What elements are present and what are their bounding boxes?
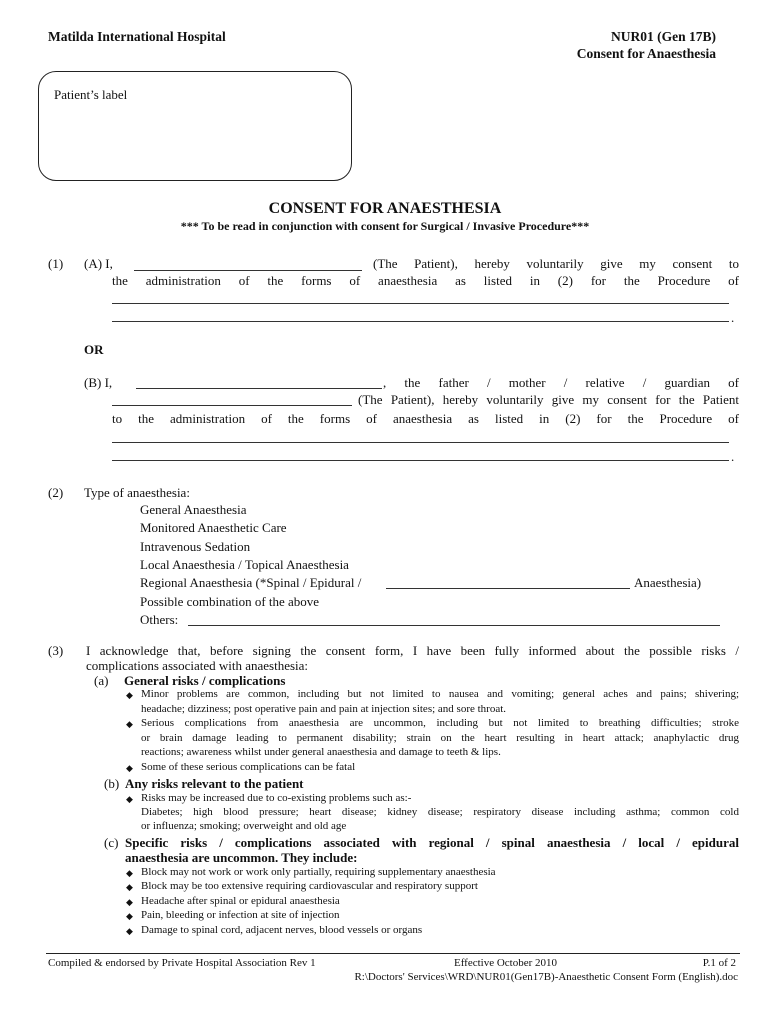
footer-rule bbox=[46, 953, 740, 954]
form-code: NUR01 (Gen 17B) bbox=[611, 29, 716, 44]
s3-b-label: (b) bbox=[104, 776, 120, 791]
s1-b-line3: to the administration of the forms of anaesthesia as listed in (2) for the Procedure of bbox=[112, 411, 739, 426]
option-general: General Anaesthesia bbox=[140, 502, 247, 517]
procedure-field-a1[interactable] bbox=[112, 303, 729, 304]
a-bullet1-line2: headache; dizziness; post operative pain and pain at injection sites; and sore throat. bbox=[141, 703, 507, 715]
regional-type-field[interactable] bbox=[386, 588, 630, 589]
bullet-icon: ◆ bbox=[126, 882, 133, 892]
footer-compiled: Compiled & endorsed by Private Hospital Association Rev 1 bbox=[48, 957, 316, 969]
footer-effective: Effective October 2010 bbox=[454, 957, 558, 969]
bullet-icon: ◆ bbox=[126, 763, 133, 773]
hospital-name: Matilda International Hospital bbox=[48, 29, 226, 44]
a-bullet2-line2: or brain damage leading to permanent disability; strain on the heart resulting in heart attack; anaphylactic drug bbox=[141, 732, 739, 744]
s1-a-line1: (The Patient), hereby voluntarily give my consent to bbox=[373, 256, 739, 271]
s1-b-line1: , the father / mother / relative / guardian of bbox=[383, 375, 739, 390]
bullet-icon: ◆ bbox=[126, 868, 133, 878]
patient-label-caption: Patient’s label bbox=[54, 87, 128, 102]
bullet-icon: ◆ bbox=[126, 926, 133, 936]
footer-page: P.1 of 2 bbox=[702, 957, 736, 969]
option-local: Local Anaesthesia / Topical Anaesthesia bbox=[140, 557, 349, 572]
footer-path: R:\Doctors' Services\WRD\NUR01(Gen17B)-Anaesthetic Consent Form (English).doc bbox=[354, 971, 738, 983]
s1-b-period: . bbox=[731, 449, 735, 464]
bullet-icon: ◆ bbox=[126, 911, 133, 921]
section-3-number: (3) bbox=[48, 643, 64, 658]
bullet-icon: ◆ bbox=[126, 897, 133, 907]
a-bullet3: Some of these serious complications can be fatal bbox=[141, 761, 356, 773]
others-field[interactable] bbox=[188, 625, 720, 626]
b-bullet1-line2: Diabetes; high blood pressure; heart disease; kidney disease; respiratory disease including asthma; common cold bbox=[141, 806, 739, 818]
b-bullet1-line1: Risks may be increased due to co-existing problems such as:- bbox=[141, 792, 412, 804]
option-others: Others: bbox=[140, 612, 179, 627]
c-bullet-3: Headache after spinal or epidural anaesthesia bbox=[141, 895, 340, 907]
a-bullet2-line3: reactions; awareness whilst under general anaesthesia and damage to teeth & lips. bbox=[141, 746, 501, 758]
bullet-icon: ◆ bbox=[126, 794, 133, 804]
section-2-number: (2) bbox=[48, 485, 64, 500]
guardian-name-field[interactable] bbox=[136, 388, 382, 389]
patient-name-field[interactable] bbox=[134, 270, 362, 271]
option-monitored: Monitored Anaesthetic Care bbox=[140, 520, 287, 535]
a-bullet1-line1: Minor problems are common, including but not limited to nausea and vomiting; general aches and pains; shivering; bbox=[141, 688, 739, 700]
procedure-field-b2[interactable] bbox=[112, 460, 729, 461]
page-subtitle: *** To be read in conjunction with consent for Surgical / Invasive Procedure*** bbox=[180, 219, 590, 233]
bullet-icon: ◆ bbox=[126, 719, 133, 729]
procedure-field-a2[interactable] bbox=[112, 321, 729, 322]
s1-b-label: (B) I, bbox=[84, 375, 113, 390]
s3-intro-line2: complications associated with anaesthesia: bbox=[86, 658, 309, 673]
option-regional-end: Anaesthesia) bbox=[634, 575, 702, 590]
option-regional: Regional Anaesthesia (*Spinal / Epidural / bbox=[140, 575, 362, 590]
c-bullet-4: Pain, bleeding or infection at site of injection bbox=[141, 909, 340, 921]
patient-risks-title: Any risks relevant to the patient bbox=[125, 776, 304, 791]
page-title: CONSENT FOR ANAESTHESIA bbox=[268, 200, 502, 217]
c-bullet-5: Damage to spinal cord, adjacent nerves, blood vessels or organs bbox=[141, 924, 423, 936]
procedure-field-b1[interactable] bbox=[112, 442, 729, 443]
b-bullet1-line3: or influenza; smoking; overweight and old age bbox=[141, 820, 347, 832]
or-label: OR bbox=[84, 342, 104, 357]
specific-risks-title-1: Specific risks / complications associated with regional / spinal anaesthesia / local / epidural bbox=[125, 835, 739, 850]
s3-intro-line1: I acknowledge that, before signing the consent form, I have been fully informed about the possible risks / bbox=[86, 643, 739, 658]
s1-a-line2: the administration of the forms of anaesthesia as listed in (2) for the Procedure of bbox=[112, 273, 739, 288]
s1-a-label: (A) I, bbox=[84, 256, 113, 271]
s1-a-period: . bbox=[731, 310, 735, 325]
section-1-number: (1) bbox=[48, 256, 64, 271]
c-bullet-2: Block may be too extensive requiring cardiovascular and respiratory support bbox=[141, 880, 478, 892]
patient-name-field-b[interactable] bbox=[112, 405, 352, 406]
s3-a-label: (a) bbox=[94, 673, 109, 688]
s1-b-line2: (The Patient), hereby voluntarily give my consent for the Patient bbox=[358, 392, 739, 407]
s3-c-label: (c) bbox=[104, 835, 119, 850]
anaesthesia-type-heading: Type of anaesthesia: bbox=[84, 485, 190, 500]
bullet-icon: ◆ bbox=[126, 690, 133, 700]
option-iv-sedation: Intravenous Sedation bbox=[140, 539, 251, 554]
general-risks-title: General risks / complications bbox=[124, 673, 286, 688]
form-name: Consent for Anaesthesia bbox=[576, 46, 716, 61]
a-bullet2-line1: Serious complications from anaesthesia are uncommon, including but not limited to breathing difficulties; stroke bbox=[141, 717, 739, 729]
specific-risks-title-2: anaesthesia are uncommon. They include: bbox=[125, 850, 358, 865]
option-combination: Possible combination of the above bbox=[140, 594, 320, 609]
c-bullet-1: Block may not work or work only partially, requiring supplementary anaesthesia bbox=[141, 866, 496, 878]
